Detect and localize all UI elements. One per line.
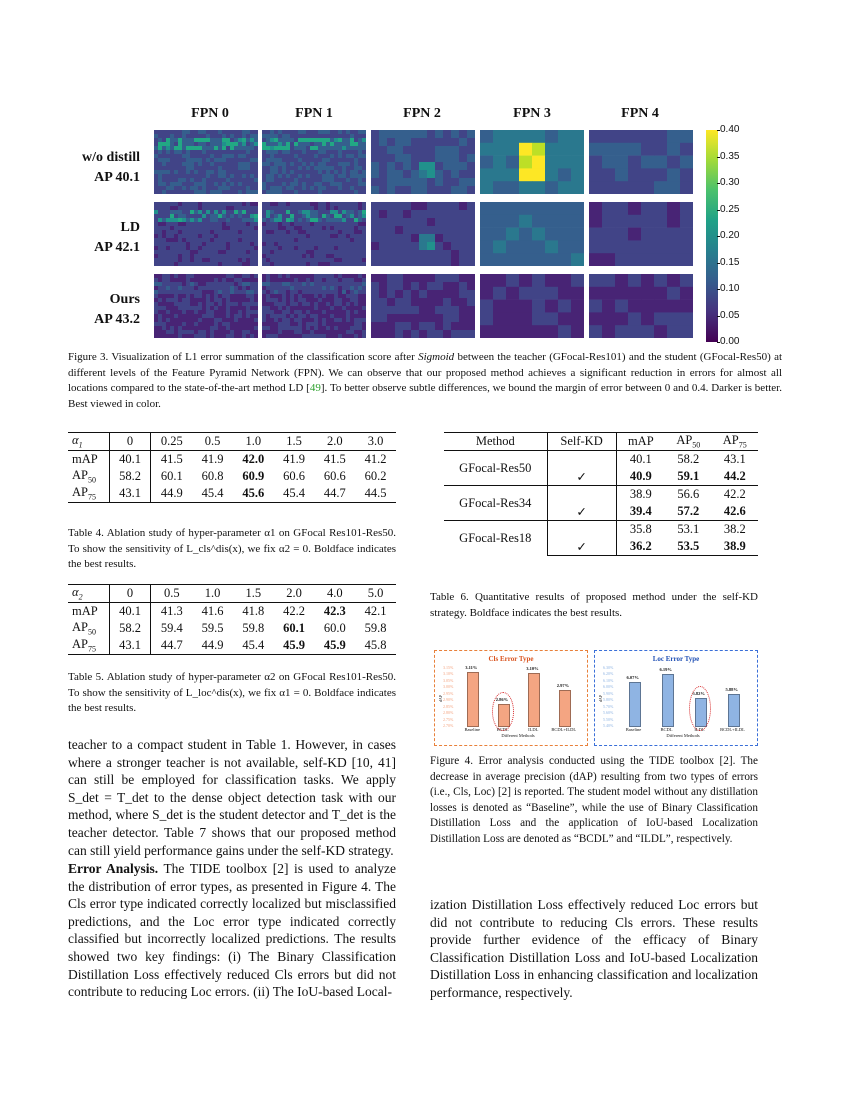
heatmap-r2-c0 bbox=[154, 274, 258, 338]
cell: 60.6 bbox=[283, 469, 306, 483]
cell: 41.2 bbox=[355, 451, 396, 469]
bar-value-label: 5.82% bbox=[692, 690, 705, 696]
colorbar-tick: 0.40 bbox=[720, 124, 740, 135]
col-header: Method bbox=[444, 433, 547, 451]
fpn-0-header: FPN 0 bbox=[191, 106, 229, 121]
bar-baseline bbox=[629, 682, 641, 727]
figure-4-caption: Figure 4. Error analysis conducted using the TIDE toolbox [2]. The decrease in average precision (dAP) resulting from two types of errors (i.e., Cls, Loc) [2] is reported. The student model without any distillation losses is denoted as “Baseline”, while the use of Binary Classification Distillation Loss and the application of IoU-based Localization Distillation Loss are denoted as “BCDL” and “ILDL”, respectively. bbox=[430, 755, 758, 845]
y-tick-label: 5.90% bbox=[603, 690, 614, 696]
cell: 45.6 bbox=[233, 485, 274, 503]
col-header: 1.0 bbox=[192, 585, 233, 603]
table-4 bbox=[68, 432, 396, 503]
label-text: AP bbox=[72, 485, 88, 500]
cell: 41.9 bbox=[274, 451, 315, 469]
y-tick-label: 2.90% bbox=[443, 697, 454, 703]
heatmap-r2-c4 bbox=[589, 274, 693, 338]
heatmap-r2-c3 bbox=[480, 274, 584, 338]
cell: 41.5 bbox=[314, 451, 355, 469]
cell: 60.6 bbox=[323, 469, 346, 483]
cell: 43.1 bbox=[109, 485, 151, 503]
x-tick-label: ILDL bbox=[694, 727, 705, 732]
cell: 59.8 bbox=[242, 621, 265, 635]
error-analysis-heading: Error Analysis. bbox=[68, 861, 159, 876]
loc-error-chart bbox=[594, 650, 758, 746]
y-tick-label: 3.00% bbox=[443, 684, 454, 690]
cell: 59.1 bbox=[677, 469, 700, 483]
check-mark: ✓ bbox=[547, 468, 616, 486]
cell: 41.5 bbox=[151, 451, 192, 469]
cell: 45.4 bbox=[274, 485, 315, 503]
col-header: 1.0 bbox=[233, 433, 274, 451]
row-ap: AP 43.2 bbox=[94, 312, 140, 327]
row-label-wo-distill bbox=[60, 148, 140, 188]
row-label-ld bbox=[60, 218, 140, 258]
cell: 40.1 bbox=[109, 603, 151, 621]
cell: 60.9 bbox=[242, 469, 265, 483]
col-header: 0 bbox=[109, 433, 151, 451]
cell: 58.2 bbox=[665, 451, 711, 469]
method-cell: GFocal-Res34 bbox=[444, 486, 547, 521]
caption-sigmoid: Sigmoid bbox=[418, 351, 455, 363]
bar-baseline bbox=[467, 672, 479, 727]
heatmap-r0-c4 bbox=[589, 130, 693, 194]
col-header: Self-KD bbox=[547, 433, 616, 451]
cell: 45.9 bbox=[274, 637, 315, 655]
heatmap-r0-c2 bbox=[371, 130, 475, 194]
colorbar-tick: 0.30 bbox=[720, 177, 740, 188]
caption-part: ]. To better observe subtle differences, we bound the margin of error between 0 and 0.4. Darker is better. Best viewed in color. bbox=[68, 382, 782, 410]
col-header: 0.5 bbox=[192, 433, 233, 451]
cell: 44.9 bbox=[192, 637, 233, 655]
row-ap: AP 42.1 bbox=[94, 240, 140, 255]
fpn-3-header: FPN 3 bbox=[513, 106, 551, 121]
cell: 58.2 bbox=[109, 468, 151, 485]
cell: 42.2 bbox=[274, 603, 315, 621]
y-tick-label: 3.15% bbox=[443, 665, 454, 670]
method-cell: GFocal-Res50 bbox=[444, 451, 547, 486]
col-header: 5.0 bbox=[355, 585, 396, 603]
cell: 44.2 bbox=[723, 469, 746, 483]
heatmap-r1-c4 bbox=[589, 202, 693, 266]
label-sub: 75 bbox=[87, 492, 96, 502]
row-label: mAP bbox=[68, 603, 109, 621]
y-tick-label: 3.10% bbox=[443, 671, 454, 677]
cell: 44.5 bbox=[355, 485, 396, 503]
selfkd-cell bbox=[547, 451, 616, 469]
label-sub: 50 bbox=[87, 627, 96, 637]
cell: 41.8 bbox=[233, 603, 274, 621]
x-tick-label: BCDL bbox=[660, 727, 673, 732]
heatmap-r0-c1 bbox=[262, 130, 366, 194]
table-4-caption: Table 4. Ablation study of hyper-parameter α1 on GFocal Res101-Res50. To show the sensitivity of L_cls^dis(x), we fix α2 = 0. Boldface indicates the best results. bbox=[68, 527, 396, 570]
alpha2-header: $\alpha_2$ bbox=[68, 585, 109, 603]
cell: 38.2 bbox=[712, 521, 758, 539]
row-label bbox=[68, 620, 109, 637]
x-axis-label: Different Methods bbox=[666, 733, 700, 738]
left-paragraph-1: teacher to a compact student in Table 1. However, in cases where a stronger teacher is not available, self-KD [10, 41] can still be employed for classification tasks. We apply S_det = T_det to the dense object detection task with our method, where S_det is the student detector and T_det is the teacher detector. Table 7 shows that our proposed method can still yield performance gains under the self-KD strategy. bbox=[68, 737, 396, 858]
heatmap-r2-c2 bbox=[371, 274, 475, 338]
cell: 39.4 bbox=[629, 504, 652, 518]
cell: 59.4 bbox=[160, 621, 183, 635]
check-mark: ✓ bbox=[547, 503, 616, 521]
cell: 38.9 bbox=[616, 486, 665, 504]
cell: 45.4 bbox=[233, 637, 274, 655]
y-tick-label: 5.40% bbox=[603, 723, 614, 728]
x-tick-label: BCDL bbox=[496, 727, 509, 732]
cell: 36.2 bbox=[616, 538, 665, 556]
bar-value-label: 6.19% bbox=[659, 667, 672, 673]
bar-value-label: 2.97% bbox=[556, 683, 570, 689]
bar-bcdl bbox=[662, 674, 674, 727]
bar-bcdl-ildl bbox=[559, 690, 571, 727]
x-tick-label: BCDL+ILDL bbox=[551, 727, 577, 732]
x-tick-label: Baseline bbox=[625, 727, 642, 732]
y-tick-label: 5.60% bbox=[603, 710, 614, 716]
col-header: 1.5 bbox=[274, 433, 315, 451]
cell: 38.9 bbox=[712, 538, 758, 556]
cell: 44.9 bbox=[151, 485, 192, 503]
figure-3-caption bbox=[68, 350, 782, 412]
bar-ildl bbox=[528, 673, 540, 727]
cell: 41.3 bbox=[151, 603, 192, 621]
heatmap-r0-c0 bbox=[154, 130, 258, 194]
y-tick-label: 5.70% bbox=[603, 703, 614, 709]
method-cell: GFocal-Res18 bbox=[444, 521, 547, 556]
colorbar-tick: 0.05 bbox=[720, 309, 740, 321]
bar-value-label: 3.10% bbox=[526, 666, 539, 672]
heatmap-r1-c1 bbox=[262, 202, 366, 266]
x-tick-label: BCDL+ILDL bbox=[720, 727, 745, 732]
heatmap-r1-c0 bbox=[154, 202, 258, 266]
label-sub: 50 bbox=[87, 475, 96, 485]
heatmap-r2-c1 bbox=[262, 274, 366, 338]
fpn-1-header: FPN 1 bbox=[295, 106, 333, 121]
col-header: 0 bbox=[109, 585, 151, 603]
heatmap-r1-c2 bbox=[371, 202, 475, 266]
colorbar-tick: 0.15 bbox=[720, 256, 740, 268]
cell: 60.0 bbox=[323, 621, 346, 635]
label-text: AP bbox=[72, 637, 88, 652]
cell: 59.8 bbox=[364, 621, 387, 635]
colorbar-tick: 0.35 bbox=[720, 150, 740, 162]
cell: 42.2 bbox=[712, 486, 758, 504]
x-axis-label: Different Methods bbox=[501, 733, 535, 738]
colorbar-tick: 0.10 bbox=[720, 283, 740, 294]
cell: 60.2 bbox=[364, 469, 387, 483]
y-tick-label: 6.20% bbox=[603, 671, 614, 677]
cell: 60.8 bbox=[201, 469, 224, 483]
table-6-caption: Table 6. Quantitative results of proposed method under the self-KD strategy. Boldface indicates the best results. bbox=[430, 591, 758, 619]
table-6 bbox=[444, 432, 758, 556]
table-5-caption: Table 5. Ablation study of hyper-parameter α2 on GFocal Res101-Res50. To show the sensitivity of L_loc^dis(x), we fix α1 = 0. Boldface indicates the best results. bbox=[68, 671, 396, 714]
x-tick-label: ILDL bbox=[528, 727, 539, 732]
colorbar-tick: 0.25 bbox=[720, 203, 740, 215]
col-header: 2.0 bbox=[274, 585, 315, 603]
bar-value-label: 5.88% bbox=[725, 687, 738, 693]
y-tick-label: 2.95% bbox=[443, 690, 454, 696]
cell: 41.9 bbox=[192, 451, 233, 469]
col-header: 0.25 bbox=[151, 433, 192, 451]
highlight-circle bbox=[492, 692, 514, 731]
cell: 58.2 bbox=[109, 620, 151, 637]
row-label: mAP bbox=[68, 451, 109, 469]
table-5 bbox=[68, 584, 396, 655]
y-tick-label: 6.30% bbox=[603, 665, 614, 670]
y-tick-label: 5.80% bbox=[603, 697, 614, 703]
cell: 60.1 bbox=[283, 621, 306, 635]
caption-part: Figure 3. Visualization of L1 error summation of the classification score after bbox=[68, 351, 415, 363]
fpn-4-header: FPN 4 bbox=[621, 106, 659, 121]
row-name: Ours bbox=[109, 292, 140, 307]
label-sub: 75 bbox=[87, 644, 96, 654]
label-text: AP bbox=[72, 468, 88, 483]
cell: 42.6 bbox=[723, 504, 746, 518]
y-tick-label: 2.85% bbox=[443, 703, 454, 709]
cell: 40.1 bbox=[616, 451, 665, 469]
cell: 40.9 bbox=[629, 469, 652, 483]
bar-value-label: 2.86% bbox=[495, 697, 509, 703]
row-ap: AP 40.1 bbox=[94, 170, 140, 185]
cell: 59.5 bbox=[201, 621, 224, 635]
y-tick-label: 2.75% bbox=[443, 716, 454, 722]
cell: 42.3 bbox=[314, 603, 355, 621]
row-name: LD bbox=[120, 220, 140, 235]
cell: 35.8 bbox=[616, 521, 665, 539]
cell: 45.4 bbox=[192, 485, 233, 503]
cell: 53.1 bbox=[665, 521, 711, 539]
col-header: $AP_{75}$ bbox=[712, 433, 758, 451]
cls-error-chart bbox=[434, 650, 588, 746]
colorbar-tick: 0.00 bbox=[720, 336, 740, 347]
x-tick-label: Baseline bbox=[464, 727, 480, 732]
y-axis-label: dAP bbox=[438, 694, 444, 703]
heatmap-r1-c3 bbox=[480, 202, 584, 266]
selfkd-cell bbox=[547, 521, 616, 539]
cell: 43.1 bbox=[109, 637, 151, 655]
cell: 45.8 bbox=[355, 637, 396, 655]
col-header: 1.5 bbox=[233, 585, 274, 603]
bar-bcdl-ildl bbox=[728, 694, 740, 727]
highlight-circle bbox=[689, 686, 711, 731]
row-label bbox=[68, 485, 109, 503]
cell: 45.9 bbox=[314, 637, 355, 655]
y-axis-label: dAP bbox=[598, 694, 604, 703]
cell: 56.6 bbox=[665, 486, 711, 504]
ref-link[interactable]: 49 bbox=[309, 382, 321, 394]
row-label-ours bbox=[60, 290, 140, 330]
selfkd-cell bbox=[547, 486, 616, 504]
left-paragraph-2 bbox=[68, 860, 396, 1001]
check-mark: ✓ bbox=[547, 538, 616, 556]
col-header: mAP bbox=[616, 433, 665, 451]
cell: 42.1 bbox=[355, 603, 396, 621]
left-paragraph-2-text: The TIDE toolbox [2] is used to analyze the distribution of error types, as presented in Figure 4. The Cls error type indicated correctly localized but misclassified predictions, and the Loc error type indicated correctly classified but incorrectly localized predictions. The results showed two key findings: (i) The Binary Classification Distillation Loss effectively reduced Cls errors but did not contribute to reducing Loc errors. (ii) The IoU-based Local- bbox=[68, 861, 396, 1000]
cell: 44.7 bbox=[151, 637, 192, 655]
col-header: 4.0 bbox=[314, 585, 355, 603]
col-header: 2.0 bbox=[314, 433, 355, 451]
cell: 57.2 bbox=[677, 504, 700, 518]
cell: 41.6 bbox=[192, 603, 233, 621]
y-tick-label: 3.05% bbox=[443, 677, 454, 683]
y-tick-label: 2.80% bbox=[443, 710, 454, 716]
fpn-2-header: FPN 2 bbox=[403, 106, 441, 121]
cell: 42.0 bbox=[233, 451, 274, 469]
colorbar-tick: 0.20 bbox=[720, 230, 740, 241]
cell: 44.7 bbox=[314, 485, 355, 503]
row-label bbox=[68, 637, 109, 655]
y-tick-label: 5.50% bbox=[603, 716, 614, 722]
y-tick-label: 6.10% bbox=[603, 677, 614, 683]
cell: 53.5 bbox=[665, 538, 711, 556]
col-header: $AP_{50}$ bbox=[665, 433, 711, 451]
loc-chart-title: Loc Error Type bbox=[652, 655, 700, 663]
bar-value-label: 3.11% bbox=[465, 665, 478, 671]
y-tick-label: 6.00% bbox=[603, 684, 614, 690]
bar-value-label: 6.07% bbox=[626, 674, 639, 680]
alpha1-header: $\alpha_1$ bbox=[68, 433, 109, 451]
caption-part: between the teacher (GFocal-Res101) and the student (GFocal-Res50) at different levels of the Feature Pyramid Network (FPN). We can observe that our proposed method achieves a significant reduction in errors for almost all locations compared to the state-of-the-art method LD [ bbox=[68, 351, 783, 394]
label-text: AP bbox=[72, 620, 88, 635]
cell: 40.1 bbox=[109, 451, 151, 469]
cell: 60.1 bbox=[160, 469, 183, 483]
col-header: 3.0 bbox=[355, 433, 396, 451]
cls-chart-title: Cls Error Type bbox=[488, 655, 534, 663]
row-name: w/o distill bbox=[82, 150, 140, 165]
row-label bbox=[68, 468, 109, 485]
col-header: 0.5 bbox=[151, 585, 192, 603]
heatmap-r0-c3 bbox=[480, 130, 584, 194]
cell: 43.1 bbox=[712, 451, 758, 469]
y-tick-label: 2.70% bbox=[443, 723, 454, 728]
right-paragraph: ization Distillation Loss effectively reduced Loc errors but did not contribute to reducing Cls errors. These results provide further evidence of the efficacy of Binary Classification Distillation Loss and IoU-based Localization Distillation Loss in enhancing classification and localization performance, respectively. bbox=[430, 897, 758, 1000]
